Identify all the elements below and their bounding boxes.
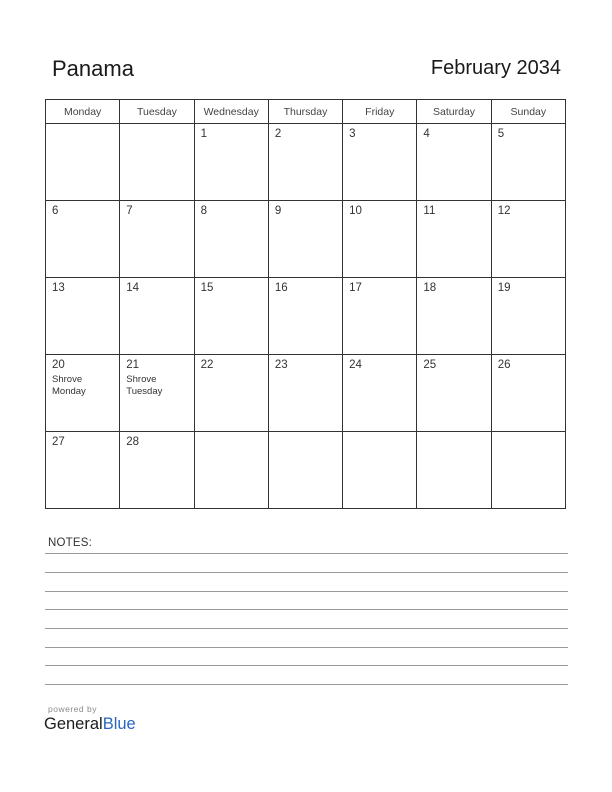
week-row [46, 432, 566, 509]
day-number: 4 [423, 128, 430, 140]
empty-day-cell [343, 432, 417, 509]
note-line [45, 591, 568, 592]
day-cell [343, 355, 417, 432]
brand-name-blue: Blue [102, 715, 136, 733]
note-line [45, 665, 568, 666]
day-number: 19 [497, 282, 511, 294]
notes-label: NOTES: [48, 537, 93, 549]
weekday-tuesday: Tuesday [120, 100, 194, 124]
empty-day-cell [46, 124, 120, 201]
note-line [45, 647, 568, 648]
day-number: 14 [126, 282, 140, 294]
empty-day-cell [120, 124, 194, 201]
day-number: 9 [274, 205, 282, 217]
empty-day-cell [268, 432, 342, 509]
day-cell [417, 124, 491, 201]
weekday-header-row [46, 100, 566, 124]
holiday-label-line: Shrove [126, 374, 157, 385]
day-cell [491, 278, 565, 355]
day-cell [268, 355, 342, 432]
day-cell [120, 278, 194, 355]
day-cell [120, 355, 194, 432]
day-cell [491, 201, 565, 278]
day-number: 2 [274, 128, 282, 140]
day-cell [46, 201, 120, 278]
day-number: 7 [126, 205, 133, 217]
day-cell [343, 201, 417, 278]
week-row [46, 124, 566, 201]
note-line [45, 553, 568, 554]
note-line [45, 628, 568, 629]
day-number: 11 [423, 205, 436, 217]
day-cell [46, 278, 120, 355]
brand-name-general: General [44, 715, 103, 733]
country-title: Panama [52, 56, 134, 81]
note-line [45, 684, 568, 685]
day-cell [268, 201, 342, 278]
holiday-label [126, 374, 193, 398]
day-number: 1 [200, 128, 207, 140]
day-cell [417, 355, 491, 432]
day-cell [194, 278, 268, 355]
note-line [45, 609, 568, 610]
weekday-monday: Monday [46, 100, 120, 124]
empty-day-cell [491, 432, 565, 509]
calendar-grid [45, 99, 566, 509]
day-number: 5 [497, 128, 505, 140]
weekday-wednesday: Wednesday [194, 100, 268, 124]
day-cell [46, 432, 120, 509]
day-number: 26 [497, 359, 511, 371]
day-number: 12 [497, 205, 511, 217]
day-number: 21 [126, 359, 140, 371]
day-cell [194, 124, 268, 201]
note-line [45, 572, 568, 573]
holiday-label-line: Monday [52, 386, 86, 397]
day-cell [268, 124, 342, 201]
day-cell [417, 278, 491, 355]
day-number: 16 [274, 282, 288, 294]
day-cell [120, 432, 194, 509]
holiday-label-line: Shrove [52, 374, 83, 385]
week-row [46, 355, 566, 432]
month-title: February 2034 [430, 57, 561, 79]
week-row [46, 201, 566, 278]
day-number: 24 [349, 359, 362, 371]
empty-day-cell [194, 432, 268, 509]
powered-by-text: powered by [48, 704, 97, 714]
week-row [46, 278, 566, 355]
holiday-label-line: Tuesday [126, 386, 163, 397]
day-number: 25 [423, 359, 437, 371]
weekday-friday: Friday [343, 100, 417, 124]
day-number: 6 [52, 205, 59, 217]
day-cell [491, 124, 565, 201]
brand-name [44, 715, 136, 734]
holiday-label [52, 374, 119, 398]
day-cell [343, 124, 417, 201]
day-number: 13 [52, 282, 65, 294]
brand-logo[interactable] [44, 704, 136, 734]
day-number: 3 [349, 128, 356, 140]
day-number: 8 [200, 205, 207, 217]
day-cell [46, 355, 120, 432]
weekday-thursday: Thursday [268, 100, 342, 124]
empty-day-cell [417, 432, 491, 509]
day-number: 23 [274, 359, 288, 371]
day-number: 17 [349, 282, 362, 294]
weekday-sunday: Sunday [491, 100, 565, 124]
day-number: 28 [126, 436, 140, 448]
day-cell [417, 201, 491, 278]
day-number: 22 [200, 359, 214, 371]
day-cell [120, 201, 194, 278]
day-number: 15 [200, 282, 214, 294]
day-number: 20 [52, 359, 65, 371]
day-number: 27 [52, 436, 65, 448]
weekday-saturday: Saturday [417, 100, 491, 124]
day-cell [194, 355, 268, 432]
day-cell [491, 355, 565, 432]
day-cell [343, 278, 417, 355]
day-cell [194, 201, 268, 278]
day-number: 18 [423, 282, 437, 294]
day-number: 10 [349, 205, 362, 217]
day-cell [268, 278, 342, 355]
